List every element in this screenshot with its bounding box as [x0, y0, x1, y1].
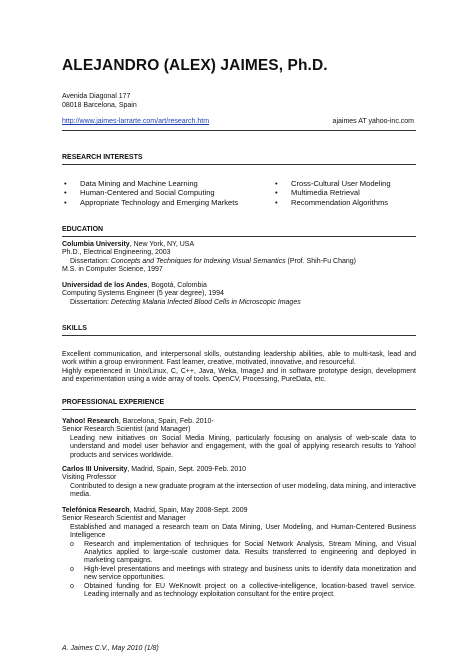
email-address: ajaimes AT yahoo-inc.com	[332, 118, 414, 125]
job-title: Senior Research Scientist (and Manager)	[62, 426, 191, 434]
degree: Ph.D., Electrical Engineering, 2003	[62, 249, 171, 257]
experience-heading: PROFESSIONAL EXPERIENCE	[62, 399, 165, 406]
bullet-icon: •	[275, 179, 278, 188]
address-line-1: Avenida Diagonal 177	[62, 93, 131, 100]
list-item: • Recommendation Algorithms	[275, 197, 389, 207]
page-footer: A. Jaimes C.V., May 2010 (1/8)	[62, 645, 159, 652]
bullet-icon: •	[275, 197, 278, 207]
website-link[interactable]: http://www.jaimes-larrarte.com/art/research.htm	[62, 118, 210, 125]
list-item: • Data Mining and Machine Learning	[64, 179, 198, 188]
list-item: o Obtained funding for EU WeKnowIt project on a collective-intelligence, location-based travel service. Leading internally and as technology exploitation consultant for the entire project.	[62, 583, 416, 600]
research-list-left	[64, 179, 238, 207]
education-heading: EDUCATION	[62, 226, 104, 233]
bullet-icon: •	[64, 188, 67, 198]
list-item: o High-level presentations and meetings with strategy and business units to identify data monetization and new service opportunities.	[62, 566, 416, 583]
school-name: Columbia University	[62, 241, 130, 248]
circle-bullet-icon: o	[70, 565, 74, 573]
list-item: • Multimedia Retrieval	[275, 188, 360, 198]
circle-bullet-icon: o	[70, 540, 74, 548]
skills-heading: SKILLS	[62, 325, 87, 332]
postal-address	[62, 93, 137, 110]
list-item: • Appropriate Technology and Emerging Markets	[64, 197, 239, 207]
research-list-right	[275, 179, 391, 207]
bullet-icon: •	[64, 179, 67, 188]
circle-bullet-icon: o	[70, 582, 74, 590]
cv-name-heading: ALEJANDRO (ALEX) JAIMES, Ph.D.	[62, 57, 328, 74]
job-title: Senior Research Scientist and Manager	[62, 515, 186, 523]
education-divider	[62, 236, 416, 237]
list-item: • Cross-Cultural User Modeling	[275, 179, 391, 188]
bullet-icon: •	[64, 197, 67, 207]
bullet-icon: •	[275, 188, 278, 198]
job-description: Leading new initiatives on Social Media Mining, particularly focusing on analysis of web-scale data to understand and model user behavior and engagement, with the goal of applying research results to Yahoo! products and services worldwide.	[70, 434, 416, 459]
job-yahoo: Yahoo! Research, Barcelona, Spain, Feb. 2010- Senior Research Scientist (and Manager) Leading new initiatives on Social Media Mining, particularly focusing on analysis of web-scale data to understand and model user behavior and engagement, with the goal of applying research results to Yahoo! products and services worldwide.	[62, 418, 416, 459]
list-item: • Human-Centered and Social Computing	[64, 188, 215, 198]
job-carlos-iii: Carlos III University, Madrid, Spain, Sept. 2009-Feb. 2010 Visiting Professor Contributed to design a new graduate program at the intersection of user modeling, data mining, and interactive media.	[62, 466, 416, 499]
degree: Computing Systems Engineer (5 year degree), 1994	[62, 290, 224, 298]
degree: M.S. in Computer Science, 1997	[62, 266, 163, 274]
organization-name: Yahoo! Research	[62, 418, 119, 425]
experience-divider	[62, 409, 416, 410]
skills-text	[62, 351, 416, 385]
skills-paragraph-2: Highly experienced in Unix/Linux, C, C++, Java, Weka, ImageJ and in software prototype design, development and experimentation using a wide array of tools. OpenCV, Processing, PureData, etc.	[62, 367, 416, 384]
education-entry-andes: Universidad de los Andes, Bogotá, Colombia Computing Systems Engineer (5 year degree), 1994 Dissertation: Detecting Malaria Infected Blood Cells in Microscopic Images	[62, 282, 416, 307]
skills-paragraph-1: Excellent communication, and interpersonal skills, outstanding leadership abilities, able to multi-task, lead and work within a group environment. Fast learner, creative, motivated, innovative, and resourceful.	[62, 351, 416, 367]
school-name: Universidad de los Andes	[62, 282, 148, 289]
job-description: Established and managed a research team on Data Mining, User Modeling, and Human-Centered Business Intelligence	[70, 523, 416, 540]
research-interests-heading: RESEARCH INTERESTS	[62, 154, 143, 161]
job-description: Contributed to design a new graduate program at the intersection of user modeling, data mining, and interactive media.	[70, 482, 416, 499]
header-divider	[62, 130, 416, 131]
dissertation: Dissertation: Concepts and Techniques for Indexing Visual Semantics (Prof. Shih-Fu Chang)	[70, 257, 357, 265]
job-title: Visiting Professor	[62, 474, 117, 482]
job-telefonica: Telefónica Research, Madrid, Spain, May 2008-Sept. 2009 Senior Research Scientist and Manager Established and managed a research team on Data Mining, User Modeling, and Human-Centered Business Intelligence o Research and implementation of techniques for Social Network Analysis, Stream Mining, and Visual Analytics applied to large-scale customer data. Results transferred to engineering and deployed in marketing campaigns. o High-level presentations and meetings with strategy and business units to identify data monetization and new service opportunities. o Obtained funding for EU WeKnowIt project on a collective-intelligence, location-based travel service. Leading internally and as technology exploitation consultant for the entire project.	[62, 507, 416, 599]
organization-name: Carlos III University	[62, 466, 128, 473]
dissertation: Dissertation: Detecting Malaria Infected Blood Cells in Microscopic Images	[70, 298, 301, 306]
address-line-2: 08018 Barcelona, Spain	[62, 101, 137, 109]
skills-divider	[62, 335, 416, 336]
list-item: o Research and implementation of techniques for Social Network Analysis, Stream Mining, and Visual Analytics applied to large-scale customer data. Results transferred to engineering and deployed in marketing campaigns.	[62, 541, 416, 566]
job-achievements	[62, 541, 416, 600]
education-entry-columbia: Columbia University, New York, NY, USA Ph.D., Electrical Engineering, 2003 Dissertation: Concepts and Techniques for Indexing Visual Semantics (Prof. Shih-Fu Chang) M.S. in Computer Science, 1997	[62, 241, 416, 275]
research-divider	[62, 164, 416, 165]
organization-name: Telefónica Research	[62, 507, 130, 514]
